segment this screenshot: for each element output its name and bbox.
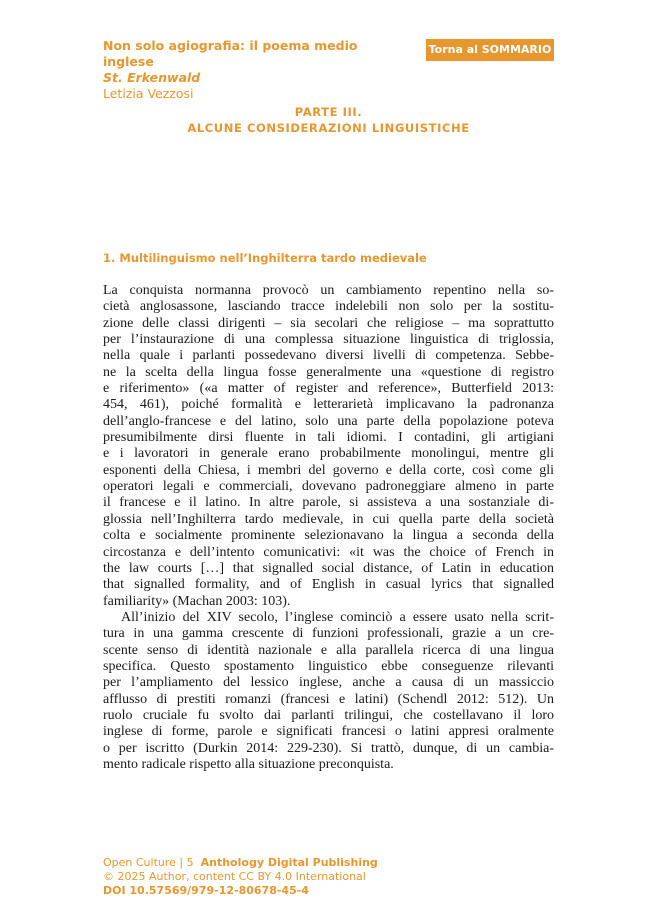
body-line: o per iscritto (Durkin 2014: 229-230). Si trattò, dunque, di un cambia- <box>103 740 554 756</box>
body-line: nella quale i parlanti possedevano diversi livelli di competenza. Sebbe- <box>103 348 554 364</box>
body-line: dell’anglo-francese e del latino, solo una parte della popolazione poteva <box>103 413 554 429</box>
body-line: esponenti della Chiesa, i membri del governo e della corte, così come gli <box>103 462 554 478</box>
body-line: cietà anglosassone, lasciando tracce indelebili non solo per la sostitu- <box>103 299 554 315</box>
body-line: presumibilmente dirsi fluente in tali idiomi. I contadini, gli artigiani <box>103 430 554 446</box>
body-line: afflusso di prestiti romanzi (francesi e latini) (Schendl 2012: 512). Un <box>103 691 554 707</box>
body-line: mento radicale rispetto alla situazione preconquista. <box>103 756 394 772</box>
body-line: specifica. Questo spostamento linguistico ebbe conseguenze rilevanti <box>103 658 554 674</box>
body-line: La conquista normanna provocò un cambiamento repentino nella so- <box>103 283 554 298</box>
part-heading <box>103 104 554 136</box>
part-title: ALCUNE CONSIDERAZIONI LINGUISTICHE <box>187 121 470 135</box>
body-line: the law courts […] that signalled social distance, of Latin in education <box>103 560 554 576</box>
body-line: e riferimento» («a matter of register and reference», Butterfield 2013: <box>103 381 554 397</box>
footer-doi: DOI 10.57569/979-12-80678-45-4 <box>103 884 309 897</box>
header-title: Non solo agiografia: il poema medio inglese <box>103 38 358 69</box>
footer <box>103 856 554 898</box>
body-line: e i lavoratori in generale erano probabilmente monolingui, mentre gli <box>103 446 554 462</box>
header-author: Letizia Vezzosi <box>103 86 194 101</box>
body-line: scente senso di identità nazionale e alla parallela ricerca di una lingua <box>103 642 554 658</box>
body-line: glossia nell’Inghilterra tardo medievale, in cui quella parte della società <box>103 511 554 527</box>
body-line: that signalled formality, and of English in casual lyrics that signalled <box>103 577 554 593</box>
body-line: inglese di forme, parole e significati francesi o latini appresi oralmente <box>103 724 554 740</box>
body-line: per l’instaurazione di una complessa situazione linguistica di triglossia, <box>103 332 554 348</box>
body-line: 454, 461), poiché formalità e letterarietà implicavano la padronanza <box>103 397 554 413</box>
back-to-summary-button[interactable]: Torna al SOMMARIO <box>426 39 554 61</box>
footer-series-line <box>103 856 554 870</box>
body-line: per l’ampliamento del lessico inglese, anche a causa di un massiccio <box>103 675 554 691</box>
body-line: ruolo cruciale fu svolto dai parlanti trilingui, che costellavano il loro <box>103 707 554 723</box>
footer-publisher: Anthology Digital Publishing <box>200 856 378 869</box>
body-line: zione delle classi dirigenti – sia secolari che religiose – ma soprattutto <box>103 315 554 331</box>
header-subtitle: St. Erkenwald <box>103 70 201 85</box>
body-text <box>103 283 554 773</box>
body-line: All’inizio del XIV secolo, l’inglese cominciò a essere usato nella scrit- <box>121 609 554 625</box>
body-line: operatori legali e commerciali, dovevano padroneggiare almeno in parte <box>103 479 554 495</box>
body-line: il francese e il latino. In altre parole, si assisteva a una sostanziale di- <box>103 495 554 511</box>
footer-series: Open Culture | 5 <box>103 856 194 869</box>
body-line: colta e socialmente prominente selezionavano la lingua a seconda della <box>103 528 554 544</box>
body-line: ne la scelta della lingua fosse generalmente una «questione di registro <box>103 364 554 380</box>
running-header <box>103 38 403 102</box>
body-line: circostanza e dell’intento comunicativi: «it was the choice of French in <box>103 544 554 560</box>
section-title: 1. Multilinguismo nell’Inghilterra tardo medievale <box>103 251 427 265</box>
part-number: PARTE III. <box>294 105 363 119</box>
footer-license: © 2025 Author, content CC BY 4.0 International <box>103 870 366 883</box>
body-line: familiarity» (Machan 2003: 103). <box>103 593 291 609</box>
body-line: tura in una gamma crescente di funzioni professionali, grazie a un cre- <box>103 626 554 642</box>
